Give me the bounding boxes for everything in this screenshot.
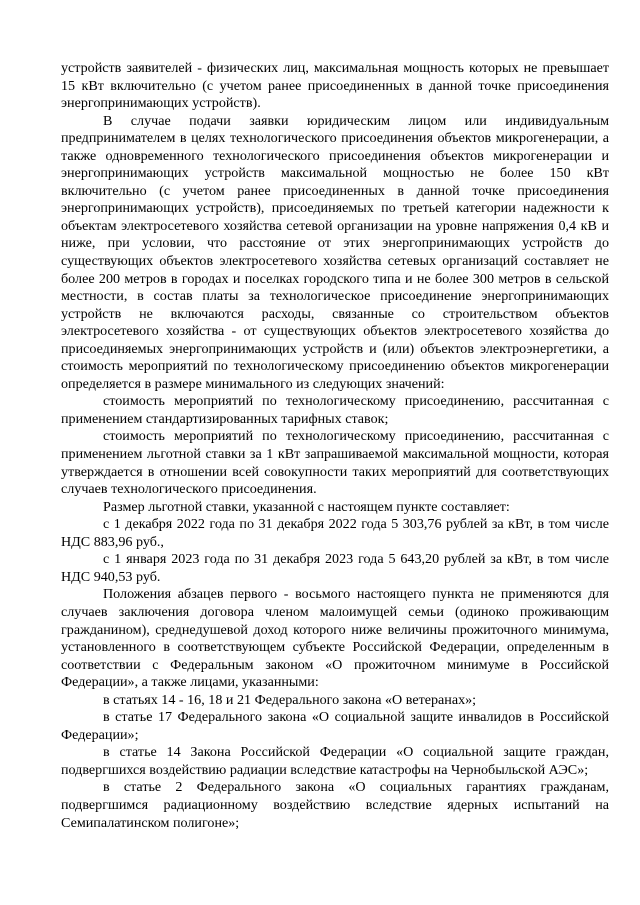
paragraph-exceptions: Положения абзацев первого - восьмого настоящего пункта не применяются для случаев заключения договора членом малоимущей семьи (одиноко проживающим гражданином), среднедушевой доход которого ниже величины прожиточного минимума, установленного в соответствующем субъекте Российской Федерации, определенным в соответствии с Федеральным законом «О прожиточном минимуме в Российской Федерации», а также лицами, указанными:	[61, 586, 609, 691]
paragraph-option-preferential-rate: стоимость мероприятий по технологическому присоединению, рассчитанная с применением льготной ставки за 1 кВт запрашиваемой максимальной мощности, которая утверждается в отношении всей совокупности таких мероприятий для соответствующих случаев технологического присоединения.	[61, 428, 609, 498]
paragraph-microgeneration-fee: В случае подачи заявки юридическим лицом или индивидуальным предпринимателем в целях технологического присоединения объектов микрогенерации, а также одновременного технологического присоединения объектов микрогенерации и энергопринимающих устройств максимальной мощностью не более 150 кВт включительно (с учетом ранее присоединенных в данной точке присоединения энергопринимающих устройств), присоединяемых по третьей категории надежности к объектам электросетевого хозяйства сетевой организации на уровне напряжения 0,4 кВ и ниже, при условии, что расстояние от этих энергопринимающих устройств до существующих объектов электросетевого хозяйства сетевых организаций составляет не более 200 метров в городах и поселках городского типа и не более 300 метров в сельской местности, в состав платы за технологическое присоединение энергопринимающих устройств не включаются расходы, связанные со строительством объектов электросетевого хозяйства - от существующих объектов электросетевого хозяйства до присоединяемых энергопринимающих устройств и (или) объектов электроэнергетики, а стоимость мероприятий по технологическому присоединению объектов микрогенерации определяется в размере минимального из следующих значений:	[61, 112, 609, 392]
paragraph-law-chernobyl: в статье 14 Закона Российской Федерации «О социальной защите граждан, подвергшихся воздействию радиации вследствие катастрофы на Чернобыльской АЭС»;	[61, 744, 609, 778]
paragraph-continuation: устройств заявителей - физических лиц, максимальная мощность которых не превышает 15 кВт включительно (с учетом ранее присоединенных в данной точке присоединения энергопринимающих устройств).	[61, 60, 609, 112]
paragraph-law-semipalatinsk: в статье 2 Федерального закона «О социальных гарантиях гражданам, подвергшимся радиационному воздействию вследствие ядерных испытаний на Семипалатинском полигоне»;	[61, 779, 609, 831]
paragraph-rate-2023: с 1 января 2023 года по 31 декабря 2023 года 5 643,20 рублей за кВт, в том числе НДС 940,53 руб.	[61, 551, 609, 585]
paragraph-law-veterans: в статьях 14 - 16, 18 и 21 Федерального закона «О ветеранах»;	[103, 691, 477, 708]
paragraph-rate-2022: с 1 декабря 2022 года по 31 декабря 2022 года 5 303,76 рублей за кВт, в том числе НДС 883,96 руб.,	[61, 516, 609, 550]
paragraph-law-disabled: в статье 17 Федерального закона «О социальной защите инвалидов в Российской Федерации»;	[61, 709, 609, 743]
paragraph-rate-intro: Размер льготной ставки, указанной с настоящем пункте составляет:	[103, 498, 510, 515]
paragraph-option-standard-rates: стоимость мероприятий по технологическому присоединению, рассчитанная с применением стандартизированных тарифных ставок;	[61, 393, 609, 427]
